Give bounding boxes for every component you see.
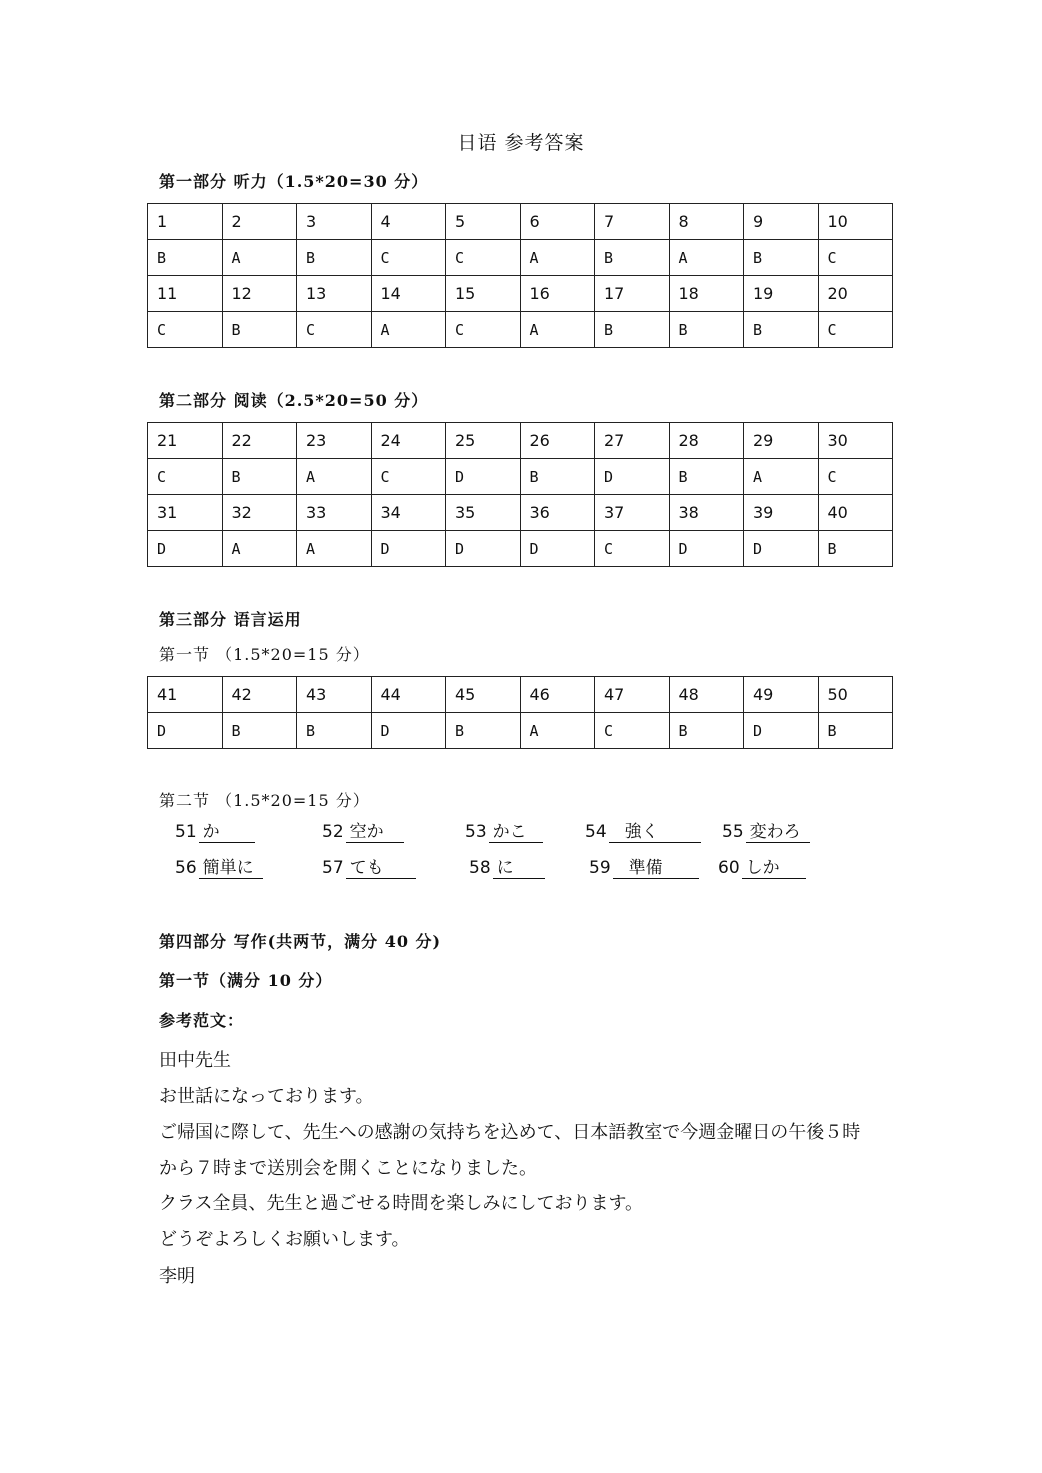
answer-cell: A <box>297 459 372 495</box>
answer-cell: B <box>222 713 297 749</box>
question-number-cell: 32 <box>222 495 297 531</box>
part1-heading: 第一部分 听力（1.5*20=30 分） <box>159 172 429 191</box>
answer-cell: B <box>669 713 744 749</box>
question-number-cell: 19 <box>744 276 819 312</box>
answer-cell: A <box>222 240 297 276</box>
question-number-cell: 14 <box>371 276 446 312</box>
answer-cell: B <box>222 312 297 348</box>
essay-line: どうぞよろしくお願いします。 <box>159 1229 410 1250</box>
question-number-cell: 17 <box>595 276 670 312</box>
question-number-cell: 20 <box>818 276 893 312</box>
fill-answer-item: 51 か <box>175 822 255 843</box>
part4-heading: 第四部分 写作(共两节，满分 40 分) <box>159 932 442 951</box>
fill-answer-blank: か <box>199 822 255 843</box>
fill-answer-item: 59 準備 <box>589 858 699 879</box>
answer-cell: C <box>148 459 223 495</box>
question-number-cell: 45 <box>446 677 521 713</box>
answer-row <box>148 713 893 749</box>
part4-section1-heading: 第一节（满分 10 分） <box>159 971 333 990</box>
answer-cell: D <box>744 531 819 567</box>
question-number-cell: 26 <box>520 423 595 459</box>
question-number-cell: 37 <box>595 495 670 531</box>
answer-cell: B <box>744 240 819 276</box>
question-number-cell: 15 <box>446 276 521 312</box>
answer-cell: C <box>818 312 893 348</box>
part3-heading: 第三部分 语言运用 <box>159 610 302 629</box>
fill-answer-blank: しか <box>742 858 806 879</box>
question-number-cell: 1 <box>148 204 223 240</box>
answer-cell: B <box>297 713 372 749</box>
fill-answer-blank: 空か <box>346 822 404 843</box>
essay-line: から７時まで送別会を開くことになりました。 <box>159 1158 537 1179</box>
question-number-row <box>148 677 893 713</box>
fill-answer-blank: 強く <box>609 822 701 843</box>
question-number-cell: 47 <box>595 677 670 713</box>
answer-cell: D <box>669 531 744 567</box>
question-number-cell: 48 <box>669 677 744 713</box>
fill-answer-blank: ても <box>346 858 416 879</box>
answer-cell: C <box>446 312 521 348</box>
question-number-cell: 41 <box>148 677 223 713</box>
answer-cell: C <box>371 240 446 276</box>
answer-row <box>148 312 893 348</box>
question-number-cell: 30 <box>818 423 893 459</box>
answer-cell: B <box>148 240 223 276</box>
question-number-cell: 18 <box>669 276 744 312</box>
question-number-cell: 25 <box>446 423 521 459</box>
answer-cell: D <box>446 459 521 495</box>
sample-essay-label: 参考范文： <box>159 1011 245 1030</box>
question-number-cell: 11 <box>148 276 223 312</box>
answer-cell: B <box>744 312 819 348</box>
answer-cell: A <box>222 531 297 567</box>
answer-cell: A <box>744 459 819 495</box>
fill-answer-item: 56 簡単に <box>175 858 263 879</box>
question-number-cell: 22 <box>222 423 297 459</box>
answer-cell: B <box>446 713 521 749</box>
question-number-cell: 10 <box>818 204 893 240</box>
question-number-row <box>148 495 893 531</box>
answer-cell: A <box>297 531 372 567</box>
essay-line: クラス全員、先生と過ごせる時間を楽しみにしております。 <box>159 1193 644 1214</box>
answer-cell: A <box>669 240 744 276</box>
question-number-cell: 23 <box>297 423 372 459</box>
question-number-cell: 27 <box>595 423 670 459</box>
essay-line: お世話になっております。 <box>159 1086 374 1107</box>
answer-cell: D <box>595 459 670 495</box>
essay-addressee: 田中先生 <box>159 1050 231 1071</box>
answer-cell: D <box>371 531 446 567</box>
question-number-row <box>148 204 893 240</box>
question-number-cell: 21 <box>148 423 223 459</box>
fill-answer-blank: かこ <box>489 822 543 843</box>
question-number-row <box>148 423 893 459</box>
question-number-cell: 3 <box>297 204 372 240</box>
answer-cell: D <box>520 531 595 567</box>
essay-line: ご帰国に際して、先生への感謝の気持ちを込めて、日本語教室で今週金曜日の午後５時 <box>159 1122 861 1143</box>
fill-answer-item: 60 しか <box>718 858 806 879</box>
answer-row <box>148 459 893 495</box>
fill-answer-blank: 準備 <box>613 858 699 879</box>
question-number-cell: 5 <box>446 204 521 240</box>
answer-cell: C <box>148 312 223 348</box>
part3-section1-answer-table <box>147 676 893 749</box>
fill-answer-blank: に <box>493 858 545 879</box>
answer-cell: C <box>595 713 670 749</box>
fill-answer-item: 55 変わろ <box>722 822 810 843</box>
question-number-cell: 49 <box>744 677 819 713</box>
answer-cell: D <box>371 713 446 749</box>
part3-section1-heading: 第一节 （1.5*20=15 分） <box>159 645 370 664</box>
fill-answers-row-2 <box>0 858 1042 884</box>
question-number-cell: 33 <box>297 495 372 531</box>
answer-row <box>148 531 893 567</box>
answer-cell: B <box>669 312 744 348</box>
question-number-cell: 24 <box>371 423 446 459</box>
answer-cell: B <box>669 459 744 495</box>
answer-cell: A <box>520 312 595 348</box>
question-number-cell: 38 <box>669 495 744 531</box>
answer-cell: C <box>818 240 893 276</box>
question-number-cell: 40 <box>818 495 893 531</box>
fill-answer-item: 53 かこ <box>465 822 543 843</box>
fill-answer-item: 54 強く <box>585 822 701 843</box>
question-number-cell: 50 <box>818 677 893 713</box>
answer-cell: B <box>818 531 893 567</box>
question-number-cell: 9 <box>744 204 819 240</box>
fill-answer-blank: 変わろ <box>746 822 810 843</box>
part1-answer-table <box>147 203 893 348</box>
fill-answer-item: 58 に <box>469 858 545 879</box>
essay-signature: 李明 <box>159 1266 195 1287</box>
answer-cell: B <box>520 459 595 495</box>
question-number-cell: 36 <box>520 495 595 531</box>
question-number-cell: 31 <box>148 495 223 531</box>
question-number-cell: 42 <box>222 677 297 713</box>
answer-cell: D <box>446 531 521 567</box>
question-number-cell: 8 <box>669 204 744 240</box>
question-number-cell: 6 <box>520 204 595 240</box>
fill-answer-blank: 簡単に <box>199 858 263 879</box>
part2-answer-table <box>147 422 893 567</box>
question-number-cell: 13 <box>297 276 372 312</box>
question-number-cell: 7 <box>595 204 670 240</box>
fill-answer-item: 57 ても <box>322 858 416 879</box>
page-title: 日语 参考答案 <box>457 132 585 154</box>
question-number-cell: 43 <box>297 677 372 713</box>
question-number-cell: 12 <box>222 276 297 312</box>
answer-cell: B <box>595 240 670 276</box>
answer-row <box>148 240 893 276</box>
question-number-cell: 4 <box>371 204 446 240</box>
answer-cell: A <box>520 713 595 749</box>
question-number-cell: 28 <box>669 423 744 459</box>
question-number-cell: 16 <box>520 276 595 312</box>
answer-cell: C <box>818 459 893 495</box>
answer-cell: B <box>222 459 297 495</box>
answer-cell: C <box>595 531 670 567</box>
question-number-row <box>148 276 893 312</box>
answer-cell: B <box>595 312 670 348</box>
answer-cell: C <box>446 240 521 276</box>
answer-cell: D <box>744 713 819 749</box>
question-number-cell: 29 <box>744 423 819 459</box>
question-number-cell: 44 <box>371 677 446 713</box>
part3-section2-heading: 第二节 （1.5*20=15 分） <box>159 791 370 810</box>
question-number-cell: 35 <box>446 495 521 531</box>
question-number-cell: 39 <box>744 495 819 531</box>
question-number-cell: 34 <box>371 495 446 531</box>
answer-cell: A <box>520 240 595 276</box>
fill-answers-row-1 <box>0 822 1042 848</box>
answer-cell: B <box>297 240 372 276</box>
part2-heading: 第二部分 阅读（2.5*20=50 分） <box>159 391 429 410</box>
question-number-cell: 46 <box>520 677 595 713</box>
answer-cell: C <box>297 312 372 348</box>
answer-cell: D <box>148 531 223 567</box>
answer-cell: D <box>148 713 223 749</box>
answer-cell: B <box>818 713 893 749</box>
fill-answer-item: 52 空か <box>322 822 404 843</box>
answer-cell: C <box>371 459 446 495</box>
answer-cell: A <box>371 312 446 348</box>
question-number-cell: 2 <box>222 204 297 240</box>
